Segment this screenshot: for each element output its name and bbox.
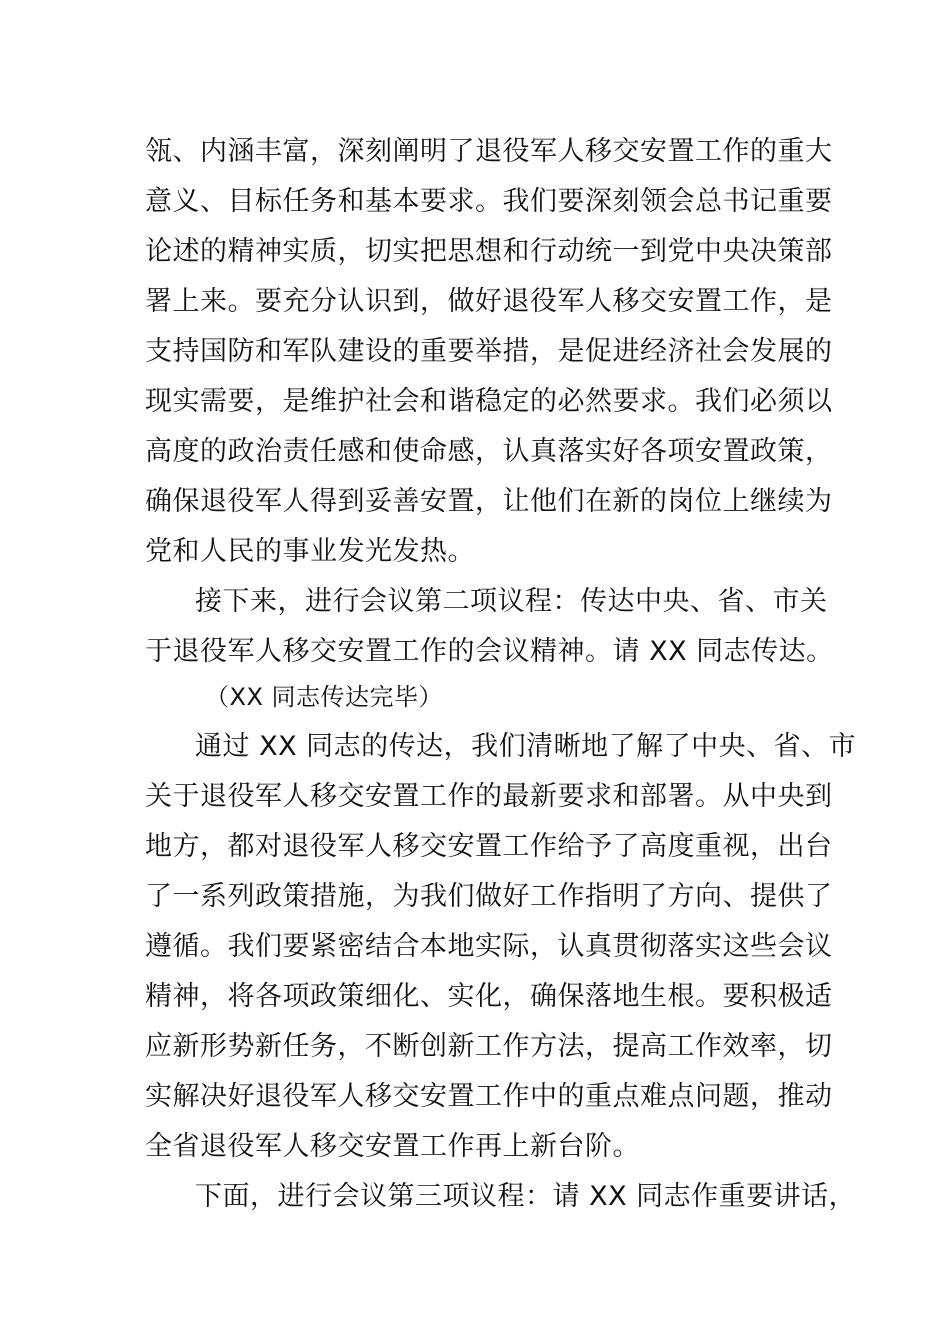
text-line: 现实需要，是维护社会和谐稳定的必然要求。我们必须以: [145, 386, 833, 417]
text-line: 精神，将各项政策细化、实化，确保落地生根。要积极适: [145, 981, 833, 1012]
stage-direction: （XX 同志传达完毕）: [205, 683, 444, 711]
text-line: 瓴、内涵丰富，深刻阐明了退役军人移交安置工作的重大: [145, 136, 833, 167]
text-line: 意义、目标任务和基本要求。我们要深刻领会总书记重要: [145, 186, 833, 217]
text-line: 实解决好退役军人移交安置工作中的重点难点问题，推动: [145, 1081, 833, 1112]
text-line: 了一系列政策措施，为我们做好工作指明了方向、提供了: [145, 881, 833, 912]
paragraph-start-line: 下面，进行会议第三项议程：请 XX 同志作重要讲话，: [195, 1181, 857, 1212]
text-line: 遵循。我们要紧密结合本地实际，认真贯彻落实这些会议: [145, 931, 833, 962]
text-line: 论述的精神实质，切实把思想和行动统一到党中央决策部: [145, 236, 833, 267]
text-line: 署上来。要充分认识到，做好退役军人移交安置工作，是: [145, 286, 833, 317]
text-line: 应新形势新任务，不断创新工作方法，提高工作效率，切: [145, 1031, 833, 1062]
paragraph-start-line: 通过 XX 同志的传达，我们清晰地了解了中央、省、市: [195, 731, 857, 762]
text-line: 党和人民的事业发光发热。: [145, 536, 475, 567]
text-line: 高度的政治责任感和使命感，认真落实好各项安置政策，: [145, 436, 833, 467]
text-line: 关于退役军人移交安置工作的最新要求和部署。从中央到: [145, 781, 833, 812]
text-line: 确保退役军人得到妥善安置，让他们在新的岗位上继续为: [145, 486, 833, 517]
text-line: 全省退役军人移交安置工作再上新台阶。: [145, 1131, 640, 1162]
text-line: 地方，都对退役军人移交安置工作给予了高度重视，出台: [145, 831, 833, 862]
text-line: 支持国防和军队建设的重要举措，是促进经济社会发展的: [145, 336, 833, 367]
paragraph-start-line: 接下来，进行会议第二项议程：传达中央、省、市关: [195, 586, 828, 617]
text-line: 于退役军人移交安置工作的会议精神。请 XX 同志传达。: [145, 636, 834, 667]
